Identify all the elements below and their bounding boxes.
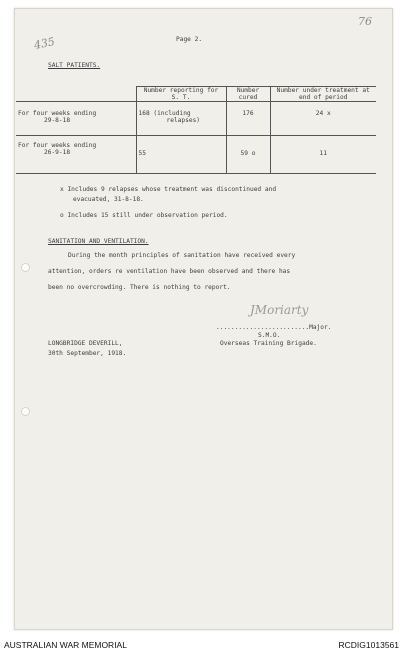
corner-mark: 76: [358, 15, 372, 28]
row-label: For four weeks ending: [18, 109, 97, 117]
footer-archive: AUSTRALIAN WAR MEMORIAL: [4, 640, 127, 650]
cell-reported-note: relapses): [166, 116, 201, 124]
table-row: [16, 135, 376, 173]
note-x-line1: x Includes 9 relapses whose treatment was discontinued and: [60, 186, 277, 193]
cell-under-treatment: 24 x: [270, 101, 376, 135]
row-date: 29-8-18: [44, 116, 71, 124]
signer-title: Overseas Training Brigade.: [220, 340, 317, 347]
section-heading-salt-patients: SALT PATIENTS.: [48, 62, 101, 69]
header-cured: Number cured: [226, 86, 270, 101]
header-reported: Number reporting for S. T.: [136, 86, 226, 101]
note-x-line2: evacuated, 31-8-18.: [73, 196, 144, 203]
row-date: 26-9-18: [44, 148, 71, 156]
paragraph-line1: During the month principles of sanitation have received every: [68, 252, 296, 259]
paragraph-line2: attention, orders re ventilation have been observed and there has: [48, 268, 291, 275]
page-header: Page 2.: [176, 36, 203, 43]
row-label: For four weeks ending: [18, 141, 97, 149]
signature: JMoriarty: [250, 303, 309, 317]
date: 30th September, 1918.: [48, 350, 127, 357]
signer-rank-line: .........................Major.: [216, 324, 332, 331]
section-heading-sanitation: SANITATION AND VENTILATION.: [48, 238, 149, 245]
paragraph-line3: been no overcrowding. There is nothing to report.: [48, 284, 231, 291]
header-under-treatment: Number under treatment at end of period: [270, 86, 376, 101]
table-row: [16, 101, 376, 135]
punch-hole: [21, 263, 30, 272]
punch-hole: [21, 407, 30, 416]
statistics-table: [16, 84, 376, 174]
cell-reported: 168 (including: [138, 109, 191, 117]
footer-id: RCDIG1013561: [338, 640, 399, 650]
cell-cured: 176: [226, 101, 270, 135]
folio-number: 435: [32, 34, 57, 53]
note-o: o Includes 15 still under observation period.: [60, 212, 228, 219]
signer-role: S.M.O.: [258, 332, 281, 339]
place: LONGBRIDGE DEVERILL,: [48, 340, 123, 347]
cell-reported: 55: [138, 149, 146, 157]
cell-cured: 59 o: [226, 135, 270, 173]
cell-under-treatment: 11: [270, 135, 376, 173]
